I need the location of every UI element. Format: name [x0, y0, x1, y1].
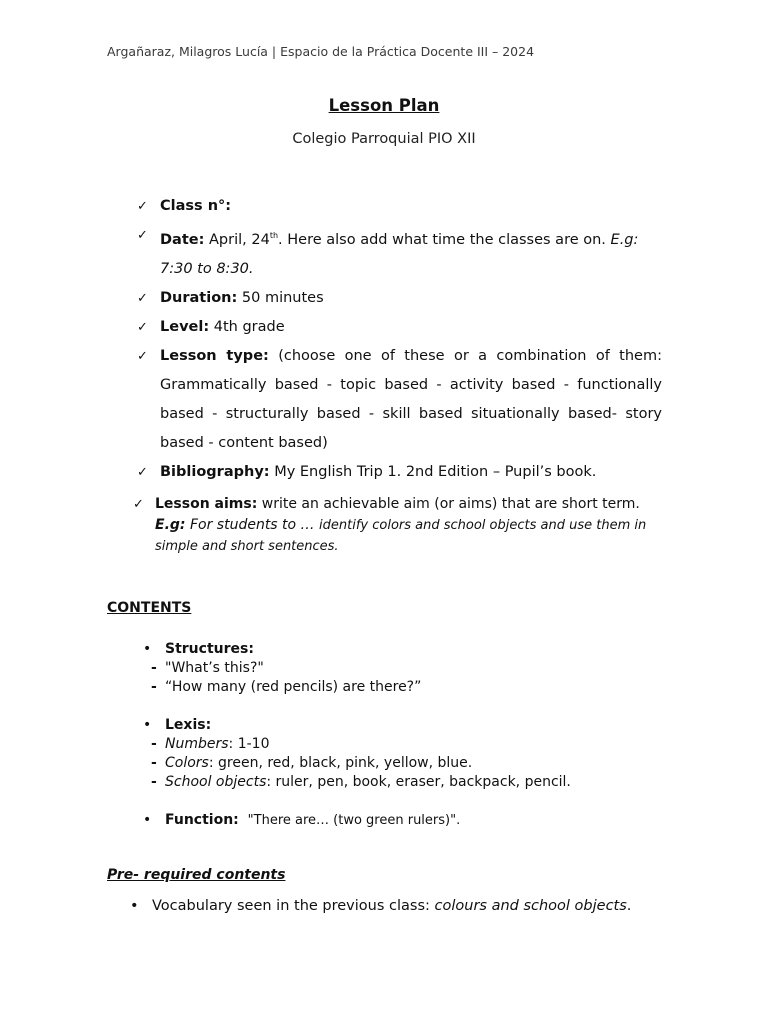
bullet-icon: • — [143, 641, 152, 657]
contents-title: CONTENTS — [107, 600, 192, 616]
lesson-type-value: (choose one of these or a combination of them: Grammatically based - topic based - activity based - functionally based - structurally based - skill based situationally based- story based - content based) — [160, 347, 662, 451]
check-icon: ✓ — [137, 228, 148, 243]
bibliography-item — [137, 458, 662, 487]
bullet-icon: • — [130, 898, 139, 914]
bullet-icon: • — [143, 717, 152, 733]
dash-icon: - — [151, 774, 157, 790]
check-icon: ✓ — [137, 199, 148, 214]
check-icon: ✓ — [137, 348, 148, 364]
pre-required-end: . — [626, 898, 632, 914]
date-value: April, 24 — [209, 231, 270, 248]
dash-icon: - — [151, 736, 157, 752]
date-item — [137, 221, 662, 284]
function-label: Function: — [165, 812, 239, 828]
list-item — [143, 659, 421, 678]
lesson-aims-label: Lesson aims: — [155, 496, 258, 512]
date-example: E.g: 7:30 to 8:30. — [160, 231, 639, 277]
pre-required-text: Vocabulary seen in the previous class: — [152, 898, 435, 914]
structures-block — [143, 640, 421, 697]
function-value: "There are… (two green rulers)". — [247, 813, 461, 828]
check-icon: ✓ — [137, 319, 148, 335]
class-number-label: Class n°: — [160, 198, 232, 214]
page-title: Lesson Plan — [328, 96, 440, 115]
lexis-values: : ruler, pen, book, eraser, backpack, pencil. — [266, 774, 571, 790]
structures-heading — [143, 640, 421, 659]
date-label: Date: — [160, 231, 205, 248]
school-name: Colegio Parroquial PIO XII — [292, 131, 476, 147]
list-item — [143, 754, 571, 773]
structures-list — [143, 659, 421, 697]
lexis-category: Numbers — [165, 736, 229, 752]
aims-example-label: E.g: — [155, 517, 186, 533]
lexis-list — [143, 735, 571, 792]
lesson-aims-value: write an achievable aim (or aims) that are short term. — [261, 496, 640, 512]
date-note: . Here also add what time the classes are on. — [278, 231, 606, 248]
check-icon: ✓ — [137, 290, 148, 306]
duration-label: Duration: — [160, 289, 238, 306]
lexis-category: School objects — [165, 774, 267, 790]
dash-icon: - — [151, 755, 157, 771]
lexis-block — [143, 716, 571, 792]
lesson-details-list — [137, 192, 662, 487]
check-icon: ✓ — [137, 464, 148, 480]
pre-required-title: Pre- required contents — [107, 867, 286, 883]
structure-text: “How many (red pencils) are there?” — [165, 679, 422, 695]
lexis-heading — [143, 716, 571, 735]
bibliography-label: Bibliography: — [160, 463, 270, 480]
duration-value: 50 minutes — [241, 289, 324, 306]
aims-example-lead: For students to … — [189, 517, 315, 533]
list-item — [143, 735, 571, 754]
lesson-type-label: Lesson type: — [160, 347, 269, 364]
lexis-values: : green, red, black, pink, yellow, blue. — [208, 755, 473, 771]
pre-required-italic: colours and school objects — [434, 898, 627, 914]
bullet-icon: • — [143, 812, 152, 828]
level-label: Level: — [160, 318, 210, 335]
function-heading — [143, 811, 460, 830]
duration-item — [137, 284, 662, 313]
list-item — [143, 773, 571, 792]
check-icon: ✓ — [133, 497, 144, 512]
dash-icon: - — [151, 660, 157, 676]
structure-text: "What’s this?" — [165, 660, 264, 676]
page-header: Argañaraz, Milagros Lucía | Espacio de la Práctica Docente III – 2024 — [107, 44, 535, 59]
lexis-category: Colors — [165, 755, 209, 771]
lesson-aims-item — [133, 494, 673, 557]
date-suffix: th — [269, 231, 279, 240]
pre-required-item — [130, 898, 631, 914]
lexis-values: : 1-10 — [228, 736, 270, 752]
dash-icon: - — [151, 679, 157, 695]
level-item — [137, 313, 662, 342]
class-number-item — [137, 192, 662, 221]
lexis-label: Lexis: — [165, 717, 212, 733]
bibliography-value: My English Trip 1. 2nd Edition – Pupil’s book. — [274, 463, 597, 480]
lesson-type-item — [137, 342, 662, 458]
level-value: 4th grade — [213, 318, 285, 335]
function-block — [143, 811, 460, 830]
aims-example-text: identify colors and school objects and use them in simple and short sentences. — [155, 518, 647, 554]
structures-label: Structures: — [165, 641, 254, 657]
list-item — [143, 678, 421, 697]
